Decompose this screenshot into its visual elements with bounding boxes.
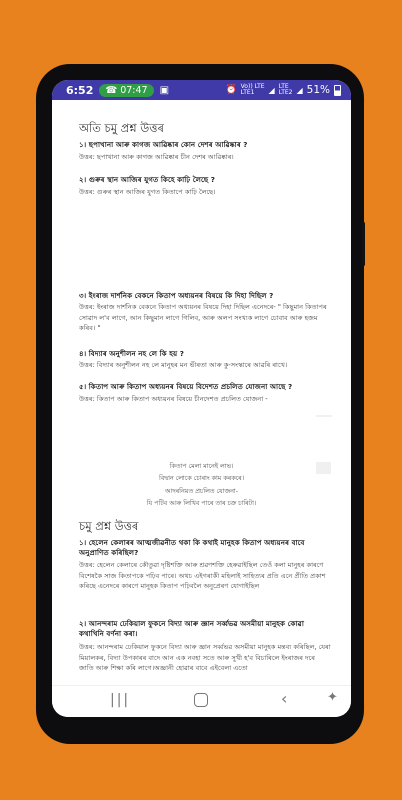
home-button[interactable]: [194, 693, 208, 707]
question-3: ৩। ইংৰাজ দাৰ্শনিক বেকনে কিতাপ অধ্যয়নৰ বিষয়ে কি দিহা দিছিল ?: [79, 291, 274, 300]
battery-level: 51%: [306, 84, 330, 96]
article-content[interactable]: [52, 100, 351, 685]
phone-icon: ☎: [105, 84, 118, 96]
question-4: ৪। বিদ্যাৰ অনুশীলন নহ লে কি হয় ?: [79, 349, 184, 358]
status-time: 6:52: [66, 83, 94, 97]
answer-4: উত্তৰ: বিদ্যাৰ অনুশীলন নহ লে মানুহৰ মন ভীৰতা আৰু কু-সংস্কাৰে আৱৰি ৰাখে।: [79, 361, 288, 369]
question-s1: ১। হেলেন কেলাৰৰ আত্মজীৱনীত থকা কি কথাই মানুহক কিতাপ অধ্যয়নৰ বাবে অনুপ্ৰাণিত কৰিছিল?: [79, 538, 305, 557]
question-s2: ২। আনন্দৰাম ঢেকিয়াল ফুকনে বিদ্যা আৰু জ্ঞান সৰ্ব্বভৱ অসমীয়া মানুহক কোৱা কথাখিনি বৰ্ণনা কৰা।: [79, 619, 304, 638]
status-icons: [225, 84, 341, 96]
status-bar: [52, 80, 351, 100]
section-title-very-short: অতি চমু প্ৰশ্ন উত্তৰ: [79, 121, 164, 135]
answer-3: উত্তৰ: ইংৰাজ দাৰ্শনিক বেকনে কিতাপ অধ্যয়নৰ বিষয়ে দিহা দিছিল এনেদৰে- " কিছুমান কিতাপৰ সোৱাদ ল'ব লাগে, আন কিছুমান লাগে গিলিব, আৰু অলপ সংখ্যক লাগে চোবাব আৰু হজম কৰিব। ": [79, 303, 327, 333]
quote-line-3: আদৰনিয়ত প্ৰচলিত যোজনা-: [164, 488, 238, 495]
network-label: Vo)) LTE LTE1: [240, 83, 265, 96]
lte-label: LTE LTE2: [278, 83, 293, 96]
battery-icon: [334, 85, 341, 96]
signal-icon-2: ◢: [296, 85, 303, 95]
image-placeholder: [316, 415, 332, 417]
section-title-short: চমু প্ৰশ্ন উত্তৰ: [79, 519, 139, 533]
phone-side-button: [362, 222, 365, 266]
answer-1: উত্তৰ: ছপাখানা আৰু কাগজ আৱিষ্কাৰ চীন দেশৰ আৱিষ্কাৰ।: [79, 153, 234, 161]
android-nav-bar: [52, 685, 351, 717]
back-button[interactable]: ‹: [281, 689, 288, 708]
question-1: ১। ছপাখানা আৰু কাগজ আৱিষ্কাৰ কোন দেশৰ আৱিষ্কাৰ ?: [79, 140, 248, 149]
ongoing-call-chip[interactable]: [99, 84, 153, 97]
answer-s2: উত্তৰ: আনন্দৰাম ঢেকিয়াল ফুকনে বিদ্যা আৰু জ্ঞান সৰ্ব্বভৱ অসমীয়া মানুহক মন্তব্য কৰিছিল, যেৰা মিয়ালকৰ, বিদ্যা উপকাৰৰ বাদে আন এক নবহা সতে আৰু সুখী হ'ব বিচাৰিলে ইংৰাজৰ দৰে জাতি আৰু শিক্ষা কৰি লাগে।অজ্ঞানী হোৱাৰ বাবে এইবেলা এতো: [79, 643, 331, 673]
quote-line-1: কিতাপ মেলা মানেই লাভ।: [169, 463, 234, 470]
answer-5: উত্তৰ: কিতাপ আৰু কিতাপ অধ্যয়নৰ বিষয়ে চীনদেশত প্ৰচলিত যোজনা -: [79, 395, 268, 403]
accessibility-icon[interactable]: ✦: [327, 690, 338, 705]
question-5: ৫। কিতাপ আৰু কিতাপ অধ্যয়নৰ বিষয়ে বিদেশত প্ৰচলিত যোজনা আছে ?: [79, 382, 293, 391]
question-2: ২। গুৰুৰ স্থান আজিৰ যুগত কিহে কাঢ়ি লৈছে ?: [79, 175, 215, 184]
quote-line-2: বিদ্বান লোকে চোৰাং কাম কৰকৰে।: [159, 475, 244, 482]
answer-2: উত্তৰ: গুৰুৰ স্থান আজিৰ যুগত কিতাপে কাঢ়ি লৈছে।: [79, 188, 216, 196]
answer-s1: উত্তৰ: হেলেন কেলাৰে কৌতুৱা দৃষ্টিশক্তি আৰু শ্ৰৱণশক্তি হেৰুৱাইছিল তেওঁ কলা মানুহৰ কাৰণে বিশেষকৈ সাজ কিতাপকে পঢ়িব পাৰে। অথচ এইগৰাকী মহিলাই সাহিত্যৰ প্ৰতি এনে প্ৰীতি প্ৰকাশ কৰিছে এনেদৰে কাৰণে মানুহক কিতাপ পঢ়িবলৈ অনুপ্ৰেৰণ যোগাইছিল: [79, 561, 326, 591]
quote-line-4: যি পটিব আৰু লিখিব পাৰে তাৰ চক্ৰ চাৰিটা।: [146, 500, 257, 507]
gallery-icon: ▣: [159, 84, 170, 96]
recent-apps-button[interactable]: |||: [110, 692, 131, 708]
phone-screen: [52, 80, 351, 717]
signal-icon: ◢: [268, 85, 275, 95]
call-timer: 07:47: [120, 84, 148, 96]
alarm-icon: ⏰: [225, 85, 237, 95]
